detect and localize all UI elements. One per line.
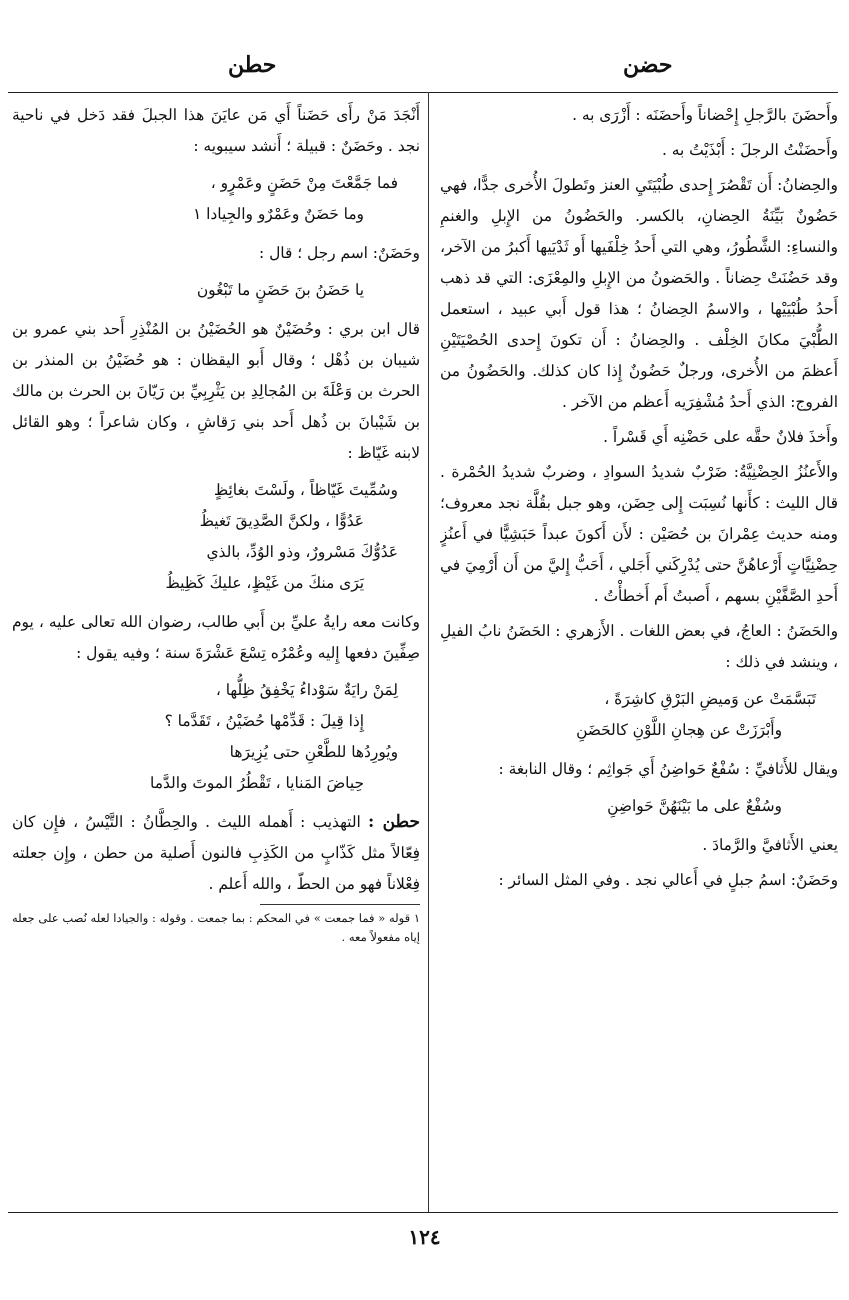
footnote-rule — [260, 904, 420, 905]
left-column — [12, 100, 420, 1208]
right-line-athafi-meaning: يعني الأَثافيَّ والرَّمادَ . — [702, 836, 838, 854]
page-number: ١٢٤ — [408, 1225, 441, 1249]
bottom-rule — [8, 1212, 838, 1213]
left-verse-3 — [12, 475, 420, 599]
right-para-athafi: ويقال للأَثافيِّ : سُفْعٌ حَواضِنُ أَي جَواثِم ؛ وقال النابغة : — [498, 760, 838, 778]
left-verse-2 — [12, 275, 420, 306]
verse-line: وسُمِّيتَ غَيّاظاً ، ولَسْتَ بغائِظٍ — [213, 481, 398, 499]
verse-line: لِمَنْ رايَةٌ سَوْداءُ يَخْفِقُ ظِلُّها ، — [215, 681, 398, 699]
verse-line: عَدُوُّكَ مَسْرورٌ، وذو الوُدِّ، بالذي — [206, 543, 398, 561]
right-verse-2 — [440, 791, 838, 822]
column-divider — [428, 92, 429, 1212]
right-verse-1 — [440, 684, 838, 746]
right-column — [440, 100, 838, 1208]
verse-line: وسُفْعٌ على ما بَيْنَهُنَّ حَواضِنِ — [607, 797, 782, 815]
verse-line: وأَبْرَزَتْ عن هِجانِ اللَّوْنِ كالحَضَنِ — [576, 721, 782, 739]
right-column-headword: حضن — [623, 52, 673, 78]
left-verse-4 — [12, 675, 420, 799]
verse-line: حِياضَ المَنايا ، تَقْطُرُ الموتَ والدَّما — [150, 774, 364, 792]
right-line-jabal: وحَضَنٌ: اسمُ جبلٍ في أَعالي نجد . وفي المثل السائر : — [498, 871, 838, 889]
verse-line: عَدُوًّا ، ولكنَّ الصَّدِيقَ تَغيظُ — [199, 512, 364, 530]
verse-line: ويُورِدُها للطَّعْنِ حتى يُزِيرَها — [229, 743, 398, 761]
left-column-headword: حطن — [228, 52, 277, 78]
right-line-1: وأَحضَنَ بالرَّجلِ إِحْضاناً وأَحضَنَه : أَزْرَى به . — [572, 106, 838, 124]
entry-hatan-headword: حطن : — [368, 812, 420, 832]
top-rule — [8, 92, 838, 93]
verse-line: وما حَضَنٌ وعَمْرٌو والجِيادا ١ — [192, 205, 364, 223]
left-verse-1 — [12, 168, 420, 230]
left-para-ibn-barri: قال ابن بري : وحُضَيْنٌ هو الحُضَيْنُ بن المُنْذِرِ أَحد بني عمرو بن شيبان بن ذُهْل ؛ وقال أَبو اليقظان : هو حُضَيْنُ بن المنذر بن الحرث بن وَعْلَةَ بن المُجالِدِ بن يَثْرِبِيِّ بن رَيّانَ بن الحرث بن مالك بن شَيْبانَ بن ذُهل أَحد بني رَقاشِ ، وكان شاعراً ؛ وهو القائل لابنه غَيّاظ : — [12, 320, 420, 462]
verse-line: تَبَسَّمَتْ عن وَميضِ البَرْقِ كاشِرَةً ، — [604, 690, 816, 708]
left-para-name: وحَضَنٌ: اسم رجل ؛ قال : — [259, 244, 420, 262]
right-line-2: وأَحضَنْتُ الرجلَ : أَبْذَيْتُ به . — [661, 141, 838, 159]
right-line-qasr: وأَخذَ فلانٌ حقَّه على حَضْنِه أَي قَسْراً . — [603, 428, 838, 446]
right-para-hidan: والحِضانُ: أَن تَقْصُرَ إِحدى طُبْيَتَيِ العنز وتَطولَ الأُخرى جدًّا، فهي حَضُونٌ بَيِّنَةُ الحِضانِ، بالكسر. والحَضُونُ من الإِبلِ والغنمِ والنساءِ: الشَّطُورُ، وهي التي أَحدُ خِلْفَيها أَو ثَدْيَيها أَكبرُ من الآخر، وقد حَضُنَتْ حِضاناً . والحَضونُ من الإِبلِ والمِعْزَى: التي قد ذهب أَحدُ طُبْيَيْها ، والاسمُ الحِضانُ ؛ هذا قول أَبي عبيد ، استعمل الطُّبْيَ مكانَ الخِلْف . والحِضانُ : أَن تكونَ إِحدى الحُصْيَتَيْنِ أَعظمَ من الأُخرى، ورجلٌ حَضُونٌ إِذا كان كذلك. والحَضُونُ من الفروج: الذي أَحدُ مُشْفِرَيه أَعظم من الآخر . — [440, 176, 838, 411]
right-para-hadan-aaj: والحَضَنُ : العاجُ، في بعض اللغات . الأَزهري : الحَضَنُ نابُ الفيلِ ، وينشد في ذلك : — [440, 622, 838, 671]
verse-line: يا حَضَنُ بنَ حَضَنٍ ما تَبْغُون — [196, 281, 364, 299]
verse-line: يَرَى منكَ من غَيْظٍ، عليكَ كَظِيظُ — [165, 574, 364, 592]
entry-hatan-text: التهذيب : أَهمله الليث . والحِطَّانُ : التَّيْسُ ، فإِن كان فِعّالاً مثل كَذّابٍ من الكَذِبِ فالنون أَصلية من حطن ، وإِن جعلته فِعْلاناً فهو من الحطّ ، والله أَعلم . — [12, 813, 420, 893]
left-intro: أَنْجَدَ مَنْ رأَى حَضَناً أَي مَن عايَنَ هذا الجبلَ فقد دَخل في ناحية نجد . وحَضَنٌ : قبيلة ؛ أَنشد سيبويه : — [12, 106, 420, 155]
verse-line: إِذا قِيلَ : قَدِّمْها حُضَيْنُ ، تَقَدَّما ؟ — [164, 712, 364, 730]
left-para-raya: وكانت معه رايةُ عليِّ بن أَبي طالب، رضوان الله تعالى عليه ، يوم صِفِّينَ دفعها إِليه وعُمْرُه تِسْعَ عَشْرَةَ سنة ؛ وفيه يقول : — [12, 613, 420, 662]
footnote: ١ قوله « فما جمعت » في المحكم : بما جمعت . وقوله : والجيادا لعله نُصب على جعله إياه مفعولاً معه . — [12, 911, 420, 944]
verse-line: فما جَمَّعْتَ مِنْ حَضَنٍ وعَمْرٍو ، — [210, 174, 398, 192]
right-para-aanuz: والأَعنُزُ الحِضْنِيَّةُ: ضَرْبٌ شديدُ السوادِ ، وضربٌ شديدُ الحُمْرة . قال الليث : كأَنها نُسِبَت إِلى حِضَن، وهو جبل بقُلَّة نجد معروف؛ ومنه حديث عِمْرانَ بن حُصَيْن : لأَن أَكونَ عبداً حَبَشِيًّا في أَعنُزٍ حِضْنِيَّاتٍ أَرْعاهُنَّ حتى يُدْرِكَني أَجَلي ، أَحَبُّ إِليَّ من أَن أَرْمِيَ في أَحدِ الصَّفَّيْنِ بسهم ، أَصبتُ أَم أَخطأْتُ . — [440, 463, 838, 605]
entry-hatan — [12, 807, 420, 900]
